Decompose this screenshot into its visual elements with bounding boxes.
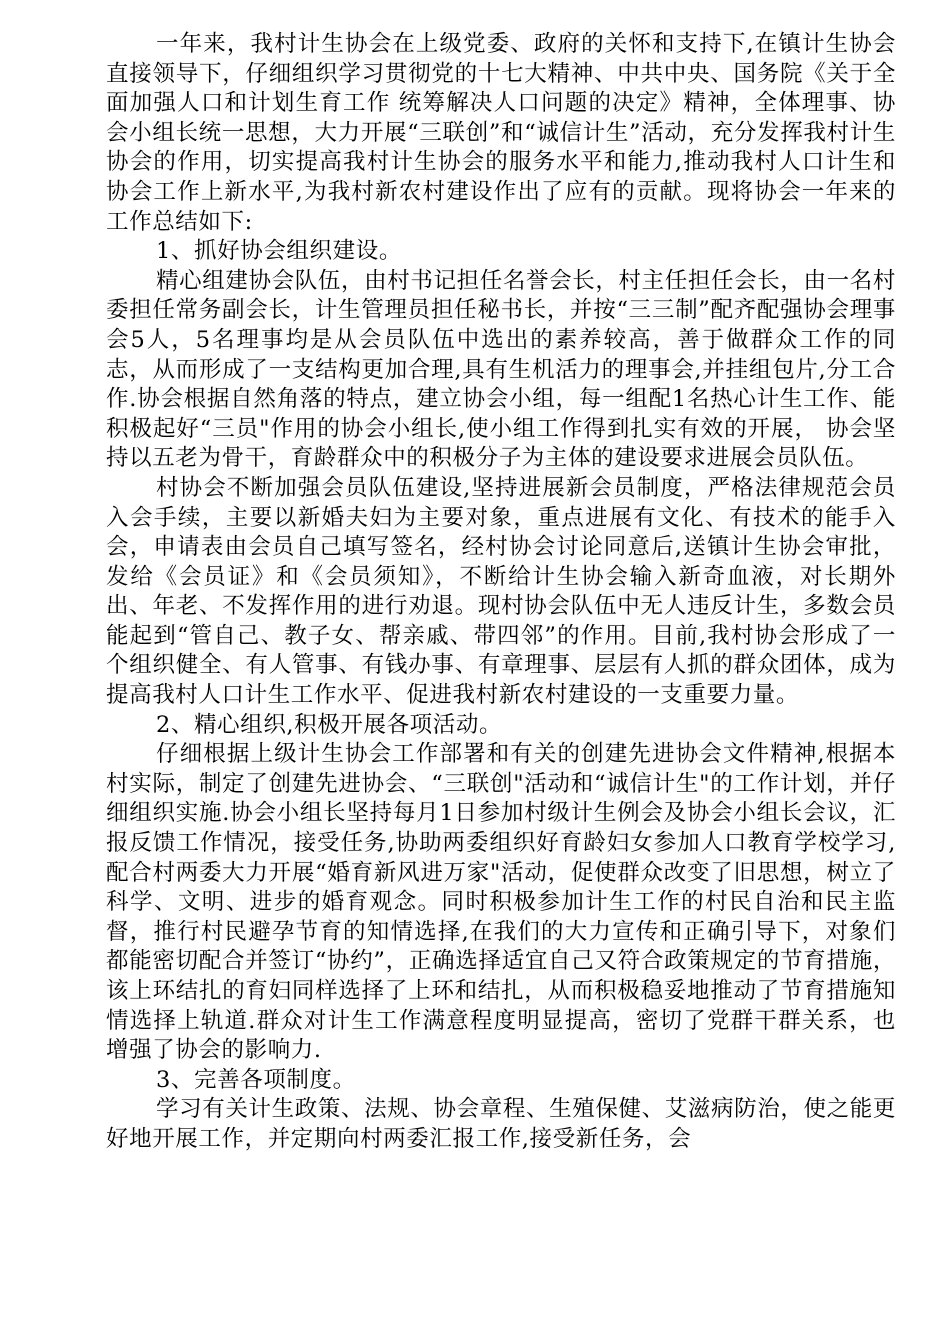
section2-paragraph-1: 仔细根据上级计生协会工作部署和有关的创建先进协会文件精神,根据本村实际，制定了创建先进协会、“三联创"活动和“诚信计生"的工作计划，并仔细组织实施.协会小组长坚持每月1日参加村级计生例会及协会小组长会议，汇报反馈工作情况，接受任务,协助两委组织好育龄妇女参加人口教育学校学习,配合村两委大力开展“婚育新风进万家"活动，促使群众改变了旧思想，树立了科学、文明、进步的婚育观念。同时积极参加计生工作的村民自治和民主监督，推行村民避孕节育的知情选择,在我们的大力宣传和正确引导下，对象们都能密切配合并签订“协约”，正确选择适宜自己又符合政策规定的节育措施，该上环结扎的育妇同样选择了上环和结扎，从而积极稳妥地推动了节育措施知情选择上轨道.群众对计生工作满意程度明显提高，密切了党群干群关系，也增强了协会的影响力. — [106, 741, 896, 1064]
section3-paragraph-1: 学习有关计生政策、法规、协会章程、生殖保健、艾滋病防治，使之能更好地开展工作，并定期向村两委汇报工作,接受新任务，会 — [106, 1096, 896, 1152]
intro-paragraph: 一年来，我村计生协会在上级党委、政府的关怀和支持下,在镇计生协会直接领导下，仔细组织学习贯彻党的十七大精神、中共中央、国务院《关于全面加强人口和计划生育工作 统筹解决人口问题的决定》精神，全体理事、协会小组长统一思想，大力开展“三联创”和“诚信计生”活动，充分发挥我村计生协会的作用，切实提高我村计生协会的服务水平和能力,推动我村人口计生和协会工作上新水平,为我村新农村建设作出了应有的贡献。现将协会一年来的工作总结如下: — [106, 31, 896, 235]
section1-paragraph-2: 村协会不断加强会员队伍建设,坚持进展新会员制度，严格法律规范会员入会手续，主要以新婚夫妇为主要对象，重点进展有文化、有技术的能手入会，申请表由会员自己填写签名，经村协会讨论同意后,送镇计生协会审批，发给《会员证》和《会员须知》，不断给计生协会输入新奇血液，对长期外出、年老、不发挥作用的进行劝退。现村协会队伍中无人违反计生，多数会员能起到“管自己、教子女、帮亲戚、带四邻”的作用。目前,我村协会形成了一个组织健全、有人管事、有钱办事、有章理事、层层有人抓的群众团体，成为提高我村人口计生工作水平、促进我村新农村建设的一支重要力量。 — [106, 474, 896, 709]
section-heading-3: 3、完善各项制度。 — [156, 1066, 356, 1093]
section-heading-1: 1、抓好协会组织建设。 — [156, 238, 402, 265]
section1-paragraph-1: 精心组建协会队伍，由村书记担任名誉会长，村主任担任会长，由一名村委担任常务副会长，计生管理员担任秘书长，并按“三三制”配齐配强协会理事会5人，5名理事均是从会员队伍中选出的素养较高，善于做群众工作的同志，从而形成了一支结构更加合理,具有生机活力的理事会,并挂组包片,分工合作.协会根据自然角落的特点，建立协会小组，每一组配1名热心计生工作、能积极起好“三员"作用的协会小组长,使小组工作得到扎实有效的开展， 协会坚持以五老为骨干，育龄群众中的积极分子为主体的建设要求进展会员队伍。 — [106, 267, 896, 472]
section-heading-2: 2、精心组织,积极开展各项活动。 — [156, 711, 503, 738]
document-page — [106, 30, 896, 1155]
